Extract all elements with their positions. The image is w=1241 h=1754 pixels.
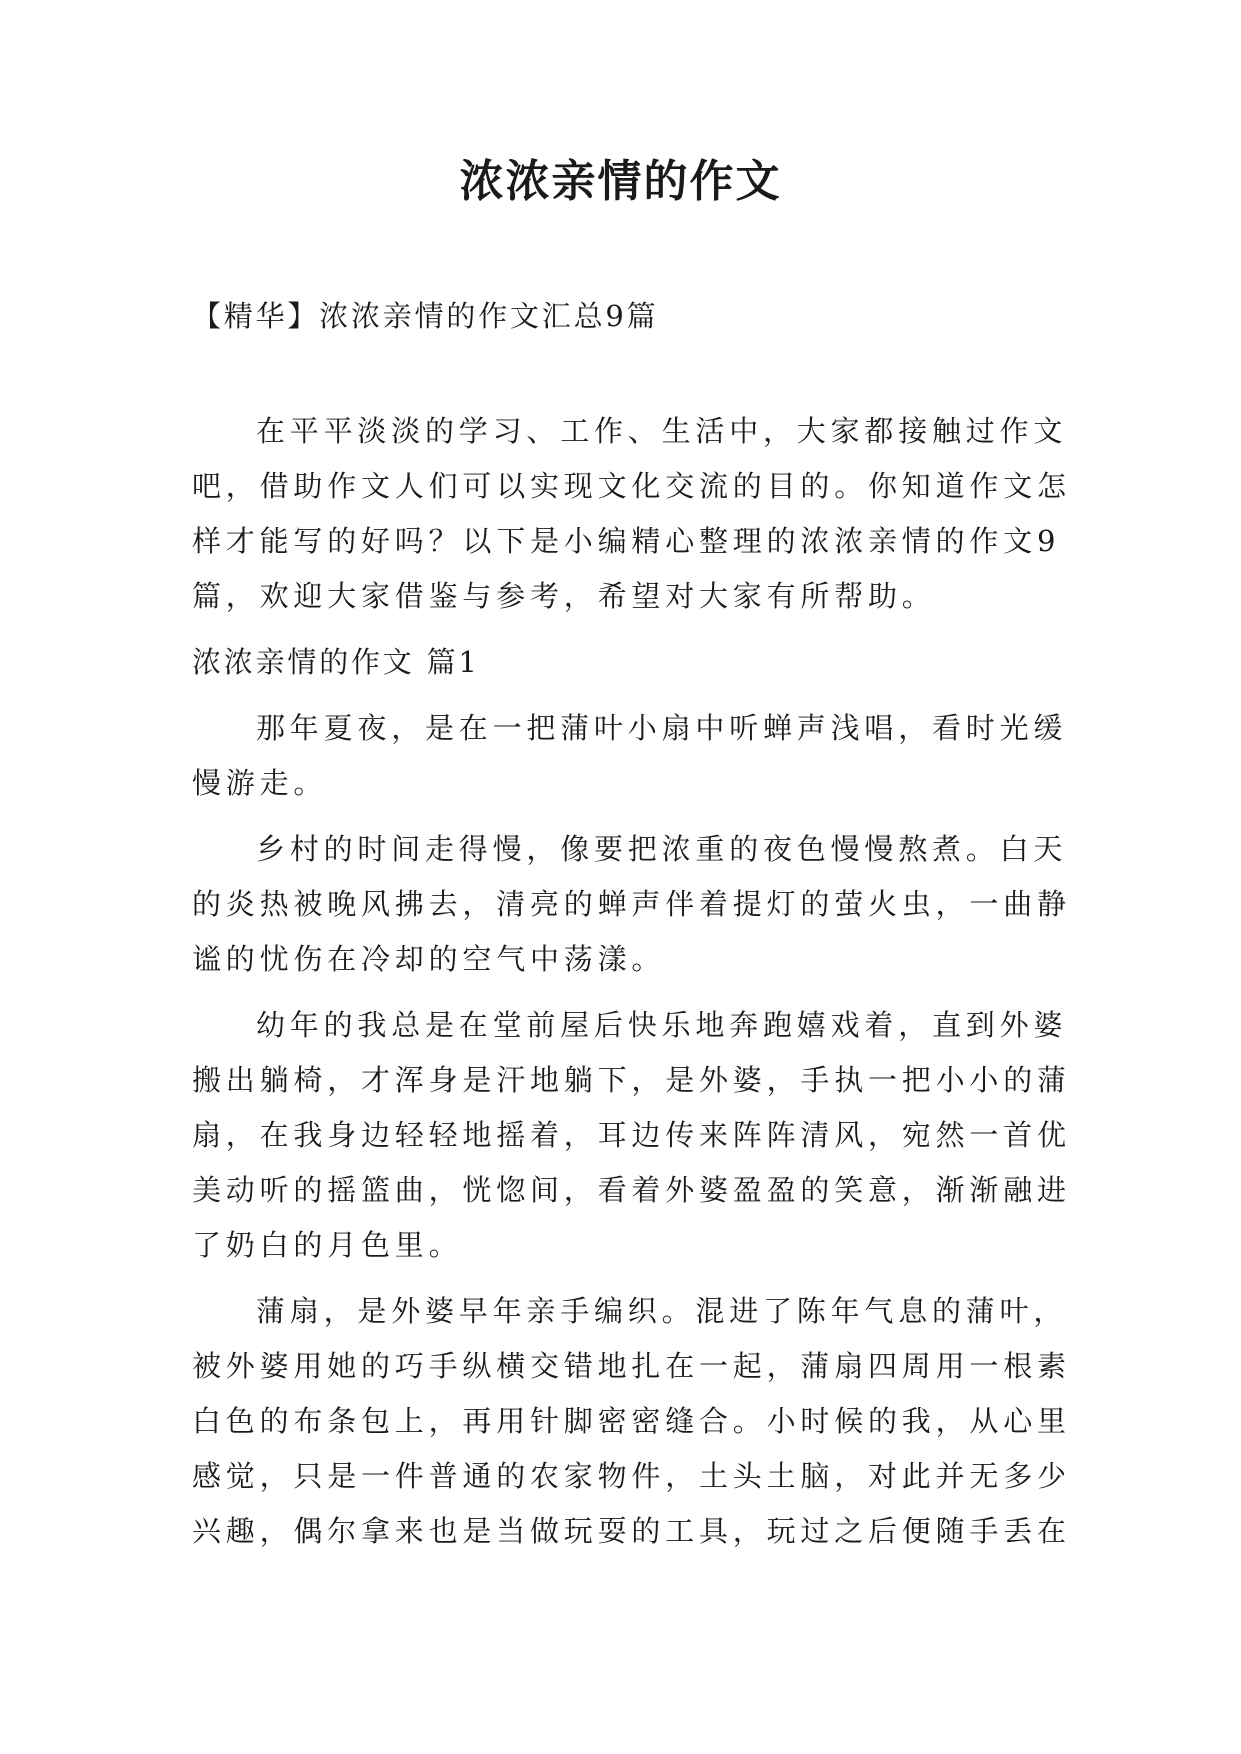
paragraph-line: 幼年的我总是在堂前屋后快乐地奔跑嬉戏着，直到外婆 xyxy=(256,1008,1068,1042)
paragraph-line: 在平平淡淡的学习、工作、生活中，大家都接触过作文 xyxy=(256,414,1068,448)
paragraph-line: 慢游走。 xyxy=(192,766,328,800)
document-subtitle: 【精华】浓浓亲情的作文汇总9篇 xyxy=(192,299,659,333)
paragraph-line: 谧的忧伤在冷却的空气中荡漾。 xyxy=(192,942,666,976)
paragraph-line: 扇，在我身边轻轻地摇着，耳边传来阵阵清风，宛然一首优 xyxy=(192,1118,1071,1152)
paragraph-line: 被外婆用她的巧手纵横交错地扎在一起，蒲扇四周用一根素 xyxy=(192,1349,1071,1383)
paragraph-line: 样才能写的好吗？以下是小编精心整理的浓浓亲情的作文9 xyxy=(192,524,1061,558)
paragraph-line: 吧，借助作文人们可以实现文化交流的目的。你知道作文怎 xyxy=(192,469,1071,503)
paragraph-line: 的炎热被晚风拂去，清亮的蝉声伴着提灯的萤火虫，一曲静 xyxy=(192,887,1071,921)
document-title: 浓浓亲情的作文 xyxy=(459,156,782,207)
section-heading: 浓浓亲情的作文 篇1 xyxy=(192,645,480,679)
paragraph-line: 白色的布条包上，再用针脚密密缝合。小时候的我，从心里 xyxy=(192,1404,1071,1438)
paragraph-line: 兴趣，偶尔拿来也是当做玩耍的工具，玩过之后便随手丢在 xyxy=(192,1514,1071,1548)
paragraph-line: 感觉，只是一件普通的农家物件，土头土脑，对此并无多少 xyxy=(192,1459,1071,1493)
paragraph-line: 了奶白的月色里。 xyxy=(192,1228,463,1262)
paragraph-line: 蒲扇，是外婆早年亲手编织。混进了陈年气息的蒲叶， xyxy=(256,1294,1068,1328)
paragraph-line: 乡村的时间走得慢，像要把浓重的夜色慢慢熬煮。白天 xyxy=(256,832,1068,866)
paragraph-line: 搬出躺椅，才浑身是汗地躺下，是外婆，手执一把小小的蒲 xyxy=(192,1063,1071,1097)
paragraph-line: 美动听的摇篮曲，恍惚间，看着外婆盈盈的笑意，渐渐融进 xyxy=(192,1173,1071,1207)
paragraph-line: 那年夏夜，是在一把蒲叶小扇中听蝉声浅唱，看时光缓 xyxy=(256,711,1068,745)
paragraph-line: 篇，欢迎大家借鉴与参考，希望对大家有所帮助。 xyxy=(192,579,936,613)
